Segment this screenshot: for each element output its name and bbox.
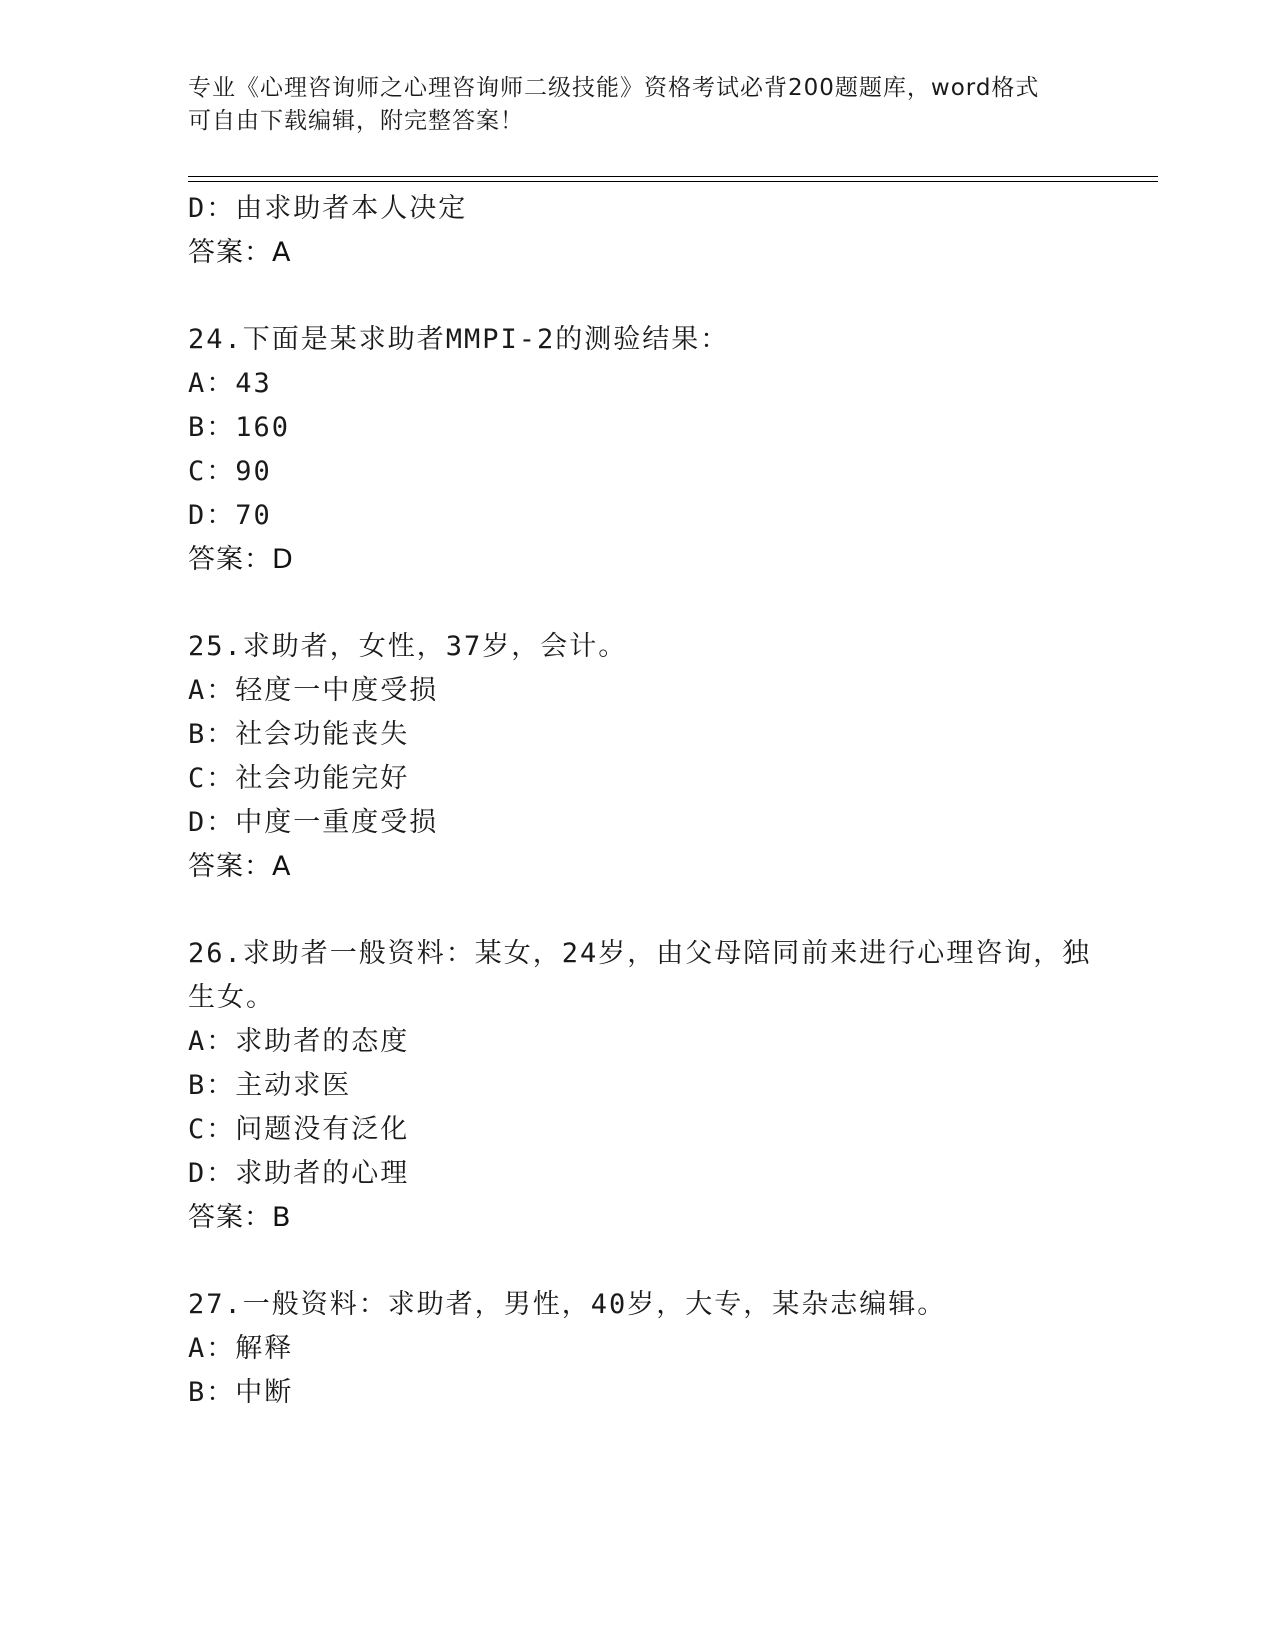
q26-option-c: C：问题没有泛化 — [188, 1114, 410, 1145]
q25-option-a: A：轻度一中度受损 — [188, 675, 439, 706]
q27-option-b: B：中断 — [188, 1377, 294, 1408]
q25-option-b: B：社会功能丧失 — [188, 719, 410, 750]
header-divider-bottom — [188, 181, 1158, 182]
q27-stem: 27.一般资料：求助者，男性，40岁，大专，某杂志编辑。 — [188, 1289, 947, 1320]
prev-answer: 答案：A — [188, 237, 292, 268]
q25-answer: 答案：A — [188, 851, 292, 882]
q24-answer: 答案：D — [188, 544, 294, 575]
prev-option-d: D：由求助者本人决定 — [188, 193, 468, 224]
q24-option-c: C：90 — [188, 456, 272, 487]
q26-stem-line-1: 26.求助者一般资料：某女，24岁，由父母陪同前来进行心理咨询，独 — [188, 938, 1092, 969]
header-divider-top — [188, 176, 1158, 177]
q24-option-d: D：70 — [188, 500, 272, 531]
q26-option-b: B：主动求医 — [188, 1070, 352, 1101]
document-header — [188, 72, 1088, 138]
header-title-line-2: 可自由下载编辑，附完整答案！ — [188, 108, 524, 134]
q27-option-a: A：解释 — [188, 1333, 294, 1364]
q26-answer: 答案：B — [188, 1202, 292, 1233]
q24-option-b: B：160 — [188, 412, 291, 443]
q24-option-a: A：43 — [188, 368, 272, 399]
header-title-line-1: 专业《心理咨询师之心理咨询师二级技能》资格考试必背200题题库，word格式 — [188, 75, 1040, 101]
q25-stem: 25.求助者，女性，37岁，会计。 — [188, 631, 628, 662]
q26-option-a: A：求助者的态度 — [188, 1026, 410, 1057]
q26-option-d: D：求助者的心理 — [188, 1158, 410, 1189]
q24-stem: 24.下面是某求助者MMPI-2的测验结果： — [188, 324, 730, 355]
q25-option-c: C：社会功能完好 — [188, 763, 410, 794]
q26-stem-line-2: 生女。 — [188, 982, 275, 1013]
q25-option-d: D：中度一重度受损 — [188, 807, 439, 838]
